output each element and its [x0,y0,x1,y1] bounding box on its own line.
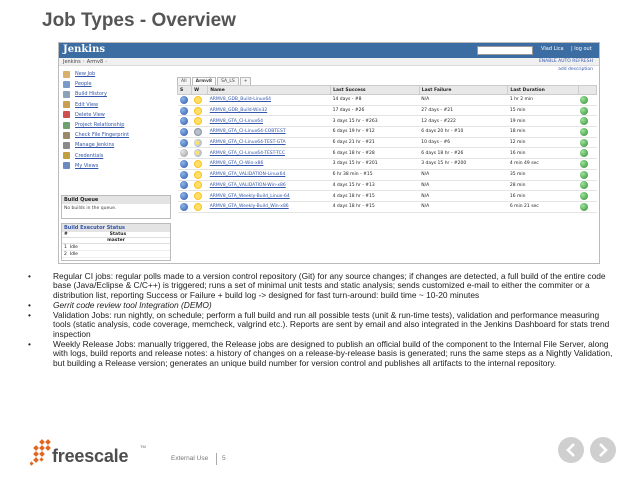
last-failure-cell[interactable]: 27 days - #21 [419,105,508,116]
column-header[interactable] [578,86,596,95]
view-tab[interactable]: + [240,77,252,85]
weather-cell [192,137,208,148]
last-success-cell[interactable]: 6 days 19 hr - #12 [331,127,420,138]
status-ball-icon [180,128,188,136]
last-duration-cell: 16 min [508,191,579,202]
weather-stormy-icon [194,128,202,136]
edit-view-icon [63,101,70,108]
job-row [178,137,597,148]
view-tab[interactable]: SA_LS [217,77,239,85]
status-cell [178,180,192,191]
weather-sunny-icon [194,117,202,125]
weather-cell [192,191,208,202]
sidebar [61,69,177,171]
search-input[interactable] [477,46,533,55]
last-failure-cell[interactable]: 6 days 18 hr - #26 [419,148,508,159]
breadcrumb: Jenkins › Armv8 › [59,58,599,66]
sidebar-item-label: Delete View [75,111,105,118]
sidebar-item-label: New Job [75,71,96,78]
weather-sunny-icon [194,107,202,115]
job-row [178,148,597,159]
build-action-cell [578,105,596,116]
new-job-icon [63,71,70,78]
last-success-cell[interactable]: 3 days 15 hr - #201 [331,159,420,170]
build-queue-title[interactable]: Build Queue [62,196,170,204]
build-executor-status [61,223,171,261]
job-name-link[interactable]: ARMV8_GTA_CI-Linux64 [208,116,331,127]
chevron-left-icon [565,443,577,457]
last-failure-cell[interactable]: N/A [419,95,508,106]
jobs-table [177,85,597,213]
bullet-item [28,311,614,339]
sidebar-item[interactable] [61,151,177,161]
column-header[interactable]: W [192,86,208,95]
sidebar-item-label: People [75,81,92,88]
weather-cloudy-icon [194,149,202,157]
schedule-build-icon[interactable] [580,192,588,200]
people-icon [63,81,70,88]
status-ball-icon [180,203,188,211]
sidebar-item[interactable] [61,89,177,99]
bullet-mark: • [28,310,31,321]
bullet-list [28,272,614,368]
executor-master[interactable]: master [62,238,170,244]
delete-view-icon [63,111,70,118]
auto-refresh-link[interactable]: ENABLE AUTO REFRESH [538,59,593,64]
user-link[interactable]: Vlad Lica [541,46,564,52]
build-queue [61,195,171,219]
schedule-build-icon[interactable] [580,149,588,157]
executor-row [62,251,170,258]
status-cell [178,127,192,138]
jenkins-header [59,43,599,58]
last-duration-cell: 12 min [508,137,579,148]
last-success-cell[interactable]: 6 hr 38 min - #15 [331,169,420,180]
sidebar-item[interactable] [61,120,177,130]
next-slide-button[interactable] [590,437,616,463]
column-header[interactable]: Last Duration [508,86,579,95]
last-duration-cell: 6 min 21 sec [508,201,579,212]
job-name-link[interactable]: ARMV8_GTA_CI-Linux64-TEST-TCC [208,148,331,159]
weather-cell [192,159,208,170]
build-history-icon [63,91,70,98]
weather-cell [192,169,208,180]
fingerprint-icon [63,132,70,139]
last-failure-cell[interactable]: N/A [419,201,508,212]
schedule-build-icon[interactable] [580,171,588,179]
job-name-link[interactable]: ARMV8_GTA_Weekly-Build_Linux-64 [208,191,331,202]
breadcrumb-jenkins[interactable]: Jenkins [63,59,81,65]
credentials-icon [63,152,70,159]
job-name-link[interactable]: ARMV8_GTA_VALIDATION-Linux64 [208,169,331,180]
status-cell [178,95,192,106]
job-row [178,159,597,170]
job-name-link[interactable]: ARMV8_GDB_Build-Linux64 [208,95,331,106]
build-action-cell [578,169,596,180]
footer-divider [216,453,217,465]
view-tab[interactable]: All [177,77,191,85]
weather-cell [192,180,208,191]
status-cell [178,105,192,116]
weather-cell [192,201,208,212]
executor-status: Idle [69,252,78,257]
add-description-link[interactable]: add description [558,67,593,72]
job-name-link[interactable]: ARMV8_GTA_CI-Linux64-COBTEST [208,127,331,138]
build-action-cell [578,137,596,148]
status-cell [178,148,192,159]
status-cell [178,137,192,148]
last-failure-cell[interactable]: N/A [419,169,508,180]
last-duration-cell: 1 hr 2 min [508,95,579,106]
build-action-cell [578,159,596,170]
build-queue-text: No builds in the queue. [64,206,117,211]
schedule-build-icon[interactable] [580,128,588,136]
build-action-cell [578,148,596,159]
build-action-cell [578,95,596,106]
weather-sunny-icon [194,203,202,211]
job-name-link[interactable]: ARMV8_GDB_Build-Win32 [208,105,331,116]
slide-title: Job Types - Overview [42,10,236,31]
footer-label: External Use [171,455,209,462]
job-name-link[interactable]: ARMV8_GTA_CI-Linux64-TEST-GTA [208,137,331,148]
breadcrumb-armv8[interactable]: Armv8 [86,59,104,65]
bullet-item [28,340,614,368]
bullet-text: Validation Jobs: run nightly, on schedule; perform a full build and run all possible tests (unit & run-time tests), validation and performance measuring tools (static analysis, code coverage, memcheck, valgrind etc.). Reports are sent by email and also integrated in the Jenkins Dashboard for stats trend inspection [53,310,610,339]
job-row [178,180,597,191]
status-ball-icon [180,107,188,115]
last-duration-cell: 15 min [508,105,579,116]
status-ball-icon [180,96,188,104]
weather-cloudy-icon [194,139,202,147]
status-ball-icon [180,160,188,168]
column-header[interactable]: Last Success [331,86,420,95]
build-action-cell [578,180,596,191]
bullet-item [28,272,614,300]
sidebar-item-label: Credentials [75,152,104,159]
job-row [178,201,597,212]
weather-sunny-icon [194,192,202,200]
status-ball-icon [180,149,188,157]
bullet-text: Regular CI jobs: regular polls made to a version control repository (Git) for any source changes; if changes are detected, a full build of the entire code base (Java/Eclipse & C/C++) is triggered; runs a set of minimal unit tests and static analysis; sends customized e-mail to either the commiter or a distribution list, reporting Success or Failure + build log -> designed for fast turn-around: build time ~ 10-20 minutes [53,271,606,300]
weather-sunny-icon [194,96,202,104]
last-duration-cell: 35 min [508,169,579,180]
last-success-cell[interactable]: 14 days - #8 [331,95,420,106]
executor-status: Idle [69,245,78,250]
logo-trademark: TM [140,444,146,449]
logout-link[interactable]: | log out [571,46,592,52]
weather-cell [192,95,208,106]
last-success-cell[interactable]: 6 days 21 hr - #21 [331,137,420,148]
weather-sunny-icon [194,181,202,189]
last-duration-cell: 4 min 49 sec [508,159,579,170]
sidebar-item[interactable] [61,100,177,110]
freescale-logo [30,436,148,470]
sidebar-item[interactable] [61,161,177,171]
last-success-cell[interactable]: 6 days 18 hr - #28 [331,148,420,159]
last-success-cell[interactable]: 4 days 18 hr - #15 [331,191,420,202]
last-failure-cell[interactable]: 3 days 15 hr - #200 [419,159,508,170]
bullet-text: Weekly Release Jobs: manually triggered, the Release jobs are designed to publish an official build of the component to the Internal File Server, along with logs, build reports and release notes: a history of changes on a release-by-release basis is generated; runs the same steps as a Nightly Validation, but building a Release version; generates an unique build number for version control and publishes all artifacts to the internal repository. [53,339,613,368]
status-ball-icon [180,181,188,189]
status-ball-icon [180,139,188,147]
chevron-right-icon [597,443,609,457]
executor-col-status: Status [109,232,127,237]
last-success-cell[interactable]: 4 days 15 hr - #13 [331,180,420,191]
job-row [178,105,597,116]
schedule-build-icon[interactable] [580,203,588,211]
status-cell [178,169,192,180]
job-name-link[interactable]: ARMV8_GTA_VALIDATION-Win-x86 [208,180,331,191]
view-tab[interactable]: Armv8 [192,77,216,85]
schedule-build-icon[interactable] [580,96,588,104]
last-failure-cell[interactable]: N/A [419,180,508,191]
bullet-text: Gerrit code review tool Integration (DEMO) [53,299,212,310]
my-views-icon [63,162,70,169]
job-name-link[interactable]: ARMV8_GTA_CI-Win-x86 [208,159,331,170]
sidebar-item[interactable] [61,110,177,120]
column-header[interactable]: Name [208,86,331,95]
last-duration-cell: 28 min [508,180,579,191]
sidebar-item-label: Project Relationship [75,122,125,129]
sidebar-item[interactable] [61,69,177,79]
weather-cell [192,127,208,138]
status-ball-icon [180,192,188,200]
previous-slide-button[interactable] [558,437,584,463]
job-row [178,169,597,180]
executor-col-num: # [64,232,68,237]
jobs-table-header [178,86,597,95]
last-duration-cell: 19 min [508,116,579,127]
schedule-build-icon[interactable] [580,117,588,125]
bullet-mark: • [28,339,31,350]
project-relationship-icon [63,122,70,129]
sidebar-item-label: My Views [75,162,99,169]
column-header[interactable]: S [178,86,192,95]
job-row [178,116,597,127]
build-action-cell [578,127,596,138]
status-ball-icon [180,171,188,179]
last-duration-cell: 16 min [508,148,579,159]
sidebar-item-label: Build History [75,91,107,98]
executor-num: 1 [64,245,67,250]
schedule-build-icon[interactable] [580,181,588,189]
status-cell [178,116,192,127]
weather-sunny-icon [194,160,202,168]
manage-jenkins-icon [63,142,70,149]
jenkins-logo[interactable]: Jenkins [63,44,105,55]
weather-cell [192,116,208,127]
sidebar-item[interactable] [61,130,177,140]
last-failure-cell[interactable]: N/A [419,191,508,202]
status-cell [178,201,192,212]
schedule-build-icon[interactable] [580,160,588,168]
sidebar-item-label: Manage Jenkins [75,142,115,149]
sidebar-item-label: Check File Fingerprint [75,132,130,139]
last-failure-cell[interactable]: 12 days - #222 [419,116,508,127]
weather-sunny-icon [194,171,202,179]
view-tabs [177,77,252,85]
status-ball-icon [180,117,188,125]
build-action-cell [578,191,596,202]
logo-text: freescale [52,446,129,466]
bullet-item [28,301,614,310]
sidebar-item[interactable] [61,140,177,150]
job-row [178,191,597,202]
last-success-cell[interactable]: 3 days 15 hr - #263 [331,116,420,127]
last-success-cell[interactable]: 4 days 18 hr - #15 [331,201,420,212]
column-header[interactable]: Last Failure [419,86,508,95]
schedule-build-icon[interactable] [580,107,588,115]
last-success-cell[interactable]: 17 days - #26 [331,105,420,116]
build-action-cell [578,201,596,212]
status-cell [178,191,192,202]
build-action-cell [578,116,596,127]
bullet-mark: • [28,271,31,281]
weather-cell [192,105,208,116]
last-failure-cell[interactable]: 6 days 20 hr - #10 [419,127,508,138]
page-number: 5 [222,455,226,462]
job-row [178,95,597,106]
schedule-build-icon[interactable] [580,139,588,147]
last-duration-cell: 18 min [508,127,579,138]
executor-num: 2 [64,252,67,257]
last-failure-cell[interactable]: 10 days - #6 [419,137,508,148]
sidebar-item[interactable] [61,79,177,89]
bullet-mark: • [28,299,31,310]
job-name-link[interactable]: ARMV8_GTA_Weekly-Build_Win-x86 [208,201,331,212]
executor-row [62,244,170,251]
jenkins-screenshot [58,42,600,264]
sidebar-item-label: Edit View [75,101,99,108]
job-row [178,127,597,138]
weather-cell [192,148,208,159]
executor-title[interactable]: Build Executor Status [62,224,170,232]
status-cell [178,159,192,170]
